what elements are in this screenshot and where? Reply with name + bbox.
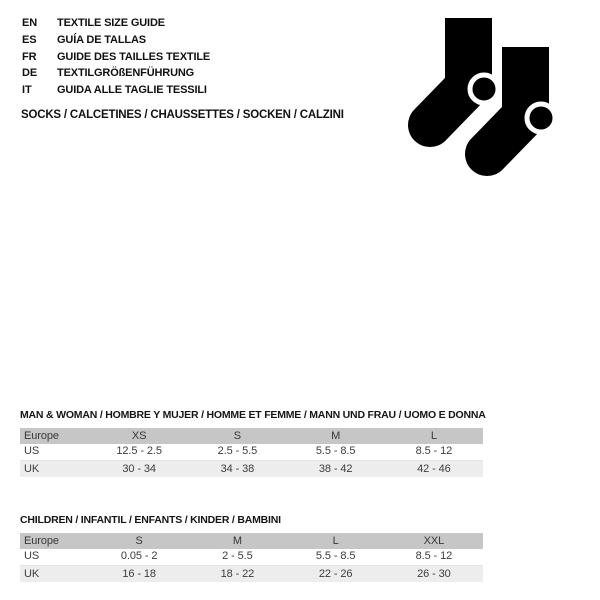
man-woman-size-table — [20, 428, 483, 477]
column-header-size-s: S — [135, 535, 143, 547]
language-code: ES — [22, 34, 37, 47]
language-row-en — [22, 15, 210, 32]
language-code: IT — [22, 84, 32, 97]
socks-icon-svg — [403, 16, 558, 186]
size-value: 5.5 - 8.5 — [315, 445, 356, 457]
children-size-section — [20, 514, 483, 582]
row-label: US — [24, 550, 40, 562]
language-list — [22, 15, 210, 98]
size-value: 38 - 42 — [318, 463, 353, 475]
column-header-region: Europe — [24, 535, 59, 547]
column-header-size-xxl: XXL — [423, 535, 445, 547]
column-header-size-l: L — [430, 430, 437, 442]
size-value: 18 - 22 — [220, 568, 255, 580]
table-row-us — [20, 549, 483, 566]
size-value: 2 - 5.5 — [222, 550, 253, 562]
size-value: 0.05 - 2 — [120, 550, 158, 562]
column-header-size-m: M — [331, 430, 341, 442]
column-header-size-l: L — [332, 535, 339, 547]
sock-front — [487, 47, 555, 154]
language-label: GUIDE DES TAILLES TEXTILE — [57, 50, 211, 63]
size-value: 26 - 30 — [417, 568, 451, 580]
language-row-fr — [22, 48, 210, 65]
language-code: FR — [22, 50, 37, 63]
row-label: UK — [24, 568, 40, 580]
language-row-de — [22, 65, 210, 82]
size-value: 34 - 38 — [220, 463, 255, 475]
sock-back — [430, 18, 498, 125]
size-value: 8.5 - 12 — [415, 445, 453, 457]
children-table-title: CHILDREN / INFANTIL / ENFANTS / KINDER / BAMBINI — [20, 514, 281, 526]
column-header-size-m: M — [232, 535, 242, 547]
row-label: US — [24, 445, 40, 457]
column-header-size-s: S — [233, 430, 241, 442]
children-size-table — [20, 533, 483, 582]
language-label: GUÍA DE TALLAS — [57, 34, 146, 47]
table-row-us — [20, 444, 483, 461]
language-code: EN — [22, 17, 38, 30]
table-header-row — [20, 533, 483, 549]
size-value: 22 - 26 — [318, 568, 353, 580]
socks-icon — [403, 16, 558, 186]
table-header-row — [20, 428, 483, 444]
size-value: 12.5 - 2.5 — [116, 445, 162, 457]
language-label: TEXTILGRÖßENFÜHRUNG — [57, 67, 195, 80]
column-header-region: Europe — [24, 430, 59, 442]
size-value: 5.5 - 8.5 — [315, 550, 356, 562]
column-header-size-xs: XS — [131, 430, 147, 442]
table-row-uk — [20, 566, 483, 582]
table-row-uk — [20, 461, 483, 477]
size-value: 2.5 - 5.5 — [217, 445, 258, 457]
size-value: 42 - 46 — [417, 463, 451, 475]
language-label: TEXTILE SIZE GUIDE — [57, 17, 165, 30]
language-row-it — [22, 82, 210, 99]
language-code: DE — [22, 67, 38, 80]
size-value: 8.5 - 12 — [415, 550, 453, 562]
language-label: GUIDA ALLE TAGLIE TESSILI — [57, 84, 207, 97]
man-woman-size-section — [20, 409, 486, 477]
language-row-es — [22, 32, 210, 49]
size-value: 30 - 34 — [122, 463, 156, 475]
row-label: UK — [24, 463, 40, 475]
category-title: SOCKS / CALCETINES / CHAUSSETTES / SOCKEN / CALZINI — [21, 109, 344, 121]
size-value: 16 - 18 — [122, 568, 156, 580]
man-woman-table-title: MAN & WOMAN / HOMBRE Y MUJER / HOMME ET FEMME / MANN UND FRAU / UOMO E DONNA — [20, 409, 486, 421]
